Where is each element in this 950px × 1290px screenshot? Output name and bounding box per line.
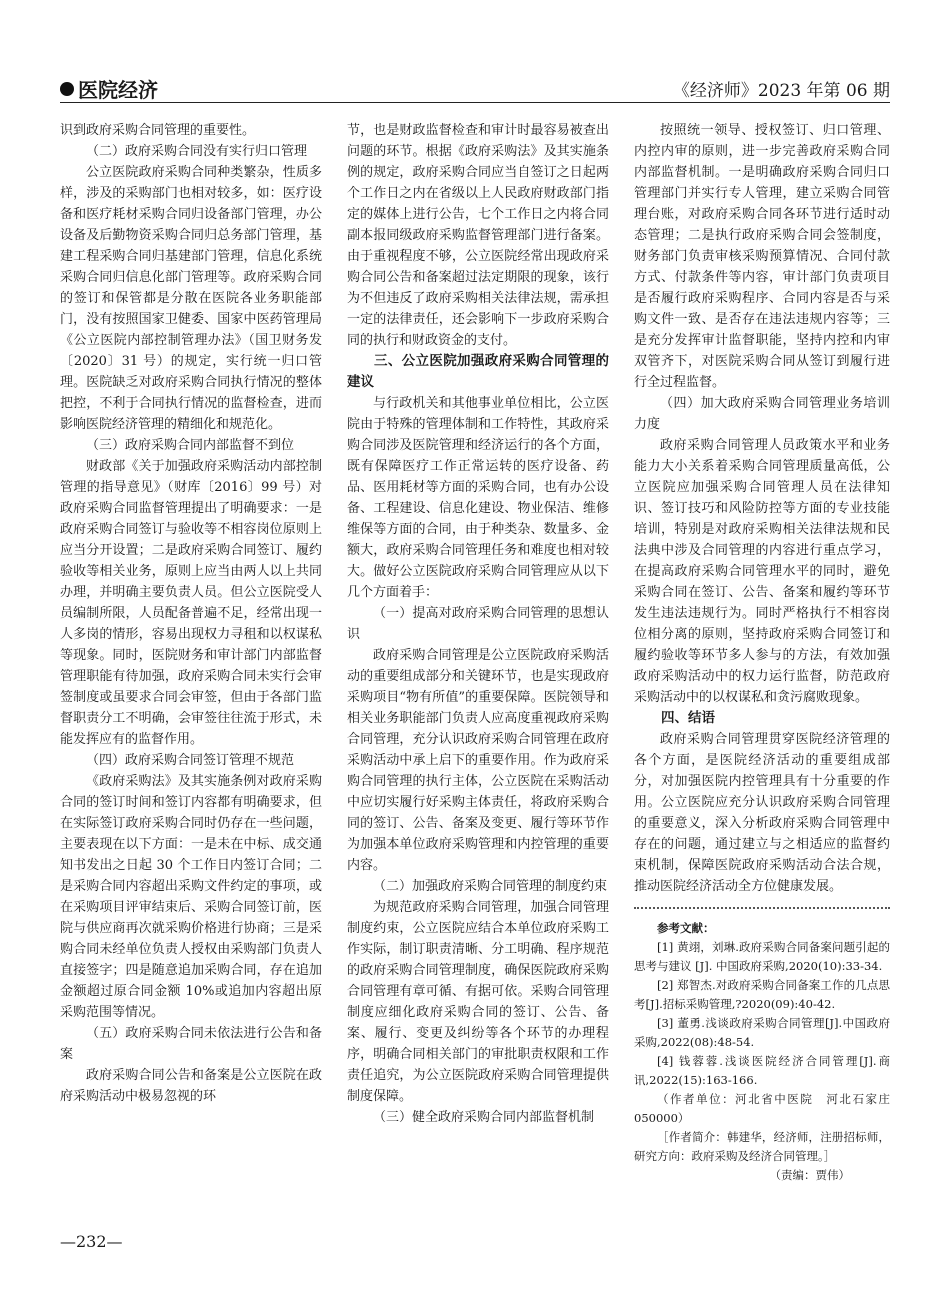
column-1 xyxy=(60,120,322,1107)
section-title xyxy=(60,74,158,103)
paragraph: 识到政府采购合同管理的重要性。 xyxy=(60,123,256,138)
divider xyxy=(634,901,890,909)
paragraph: 为规范政府采购合同管理，加强合同管理制度约束，公立医院应结合本单位政府采购工作实际，制订职责清晰、分工明确、程序规范的政府采购合同管理制度，确保医院政府采购合同管理有章可循、有据可依。采购合同管理制度应细化政府采购合同的签订、公告、备案、履行、变更及纠纷等各个环节的办理程序，明确合同相关部门的审批职责权限和工作责任追究，为公立医院政府采购合同管理提供制度保障。 xyxy=(347,900,609,1104)
reference-item: ［作者简介：韩建华，经济师，注册招标师，研究方向：政府采购及经济合同管理。］ xyxy=(634,1130,890,1163)
reference-item: [4] 钱蓉蓉.浅谈医院经济合同管理[J].商讯,2022(15):163-166. xyxy=(634,1054,890,1087)
paragraph: （四）加大政府采购合同管理业务培训力度 xyxy=(634,396,890,432)
paragraph: 政府采购合同管理是公立医院政府采购活动的重要组成部分和关键环节，也是实现政府采购项目“物有所值”的重要保障。医院领导和相关业务职能部门负责人应高度重视政府采购合同管理，充分认识政府采购合同管理在政府采购活动中承上启下的重要作用。作为政府采购合同管理的执行主体，公立医院在采购活动中应切实履行好采购主体责任，将政府采购合同的签订、公告、备案及变更、履行等环节作为加强本单位政府采购管理和内控管理的重要内容。 xyxy=(347,648,609,873)
paragraph: 《政府采购法》及其实施条例对政府采购合同的签订时间和签订内容都有明确要求，但在实际签订政府采购合同时仍存在一些问题，主要表现在以下方面：一是未在中标、成交通知书发出之日起 30 个工作日内签订合同；二是采购合同内容超出采购文件约定的事项，或在采购项目评审结束后、采购合同签订前，医院与供应商再次就采购价格进行协商；三是采购合同未经单位负责人授权由采购部门负责人直接签字；四是随意追加采购合同，存在追加金额超过原合同金额 10%或追加内容超出原采购范围等情况。 xyxy=(60,774,322,1020)
paragraph: （二）加强政府采购合同管理的制度约束 xyxy=(373,879,608,894)
bullet-icon xyxy=(60,82,74,96)
reference-item: （作者单位：河北省中医院 河北石家庄 050000） xyxy=(634,1092,902,1125)
reference-item: [2] 郑智杰.对政府采购合同备案工作的几点思考[J].招标采购管理,?2020(09):40-42. xyxy=(634,978,890,1011)
paragraph: 节，也是财政监督检查和审计时最容易被查出问题的环节。根据《政府采购法》及其实施条例的规定，政府采购合同应当自签订之日起两个工作日之内在省级以上人民政府财政部门指定的媒体上进行公告，七个工作日之内将合同副本报同级政府采购监督管理部门进行备案。由于重视程度不够，公立医院经常出现政府采购合同公告和备案超过法定期限的现象，该行为不但违反了政府采购相关法律法规，需承担一定的法律责任，还会影响下一步政府采购合同的执行和财政资金的支付。 xyxy=(347,123,609,348)
paragraph: （二）政府采购合同没有实行归口管理 xyxy=(86,144,308,159)
reference-item: [1] 黄翊，刘琳.政府采购合同备案问题引起的思考与建议 [J]. 中国政府采购,2020(10):33-34. xyxy=(634,940,890,973)
section-heading: 三、公立医院加强政府采购合同管理的建议 xyxy=(347,353,609,390)
section-label: 医院经济 xyxy=(78,78,158,102)
paragraph: 政府采购合同公告和备案是公立医院在政府采购活动中极易忽视的环 xyxy=(60,1068,322,1104)
paragraph: 公立医院政府采购合同种类繁杂，性质多样，涉及的采购部门也相对较多，如：医疗设备和医疗耗材采购合同归设备部门管理，办公设备及后勤物资采购合同归总务部门管理，基建工程采购合同归基建部门管理，信息化系统采购合同归信息化部门管理等。政府采购合同的签订和保管都是分散在医院各业务职能部门，没有按照国家卫健委、国家中医药管理局《公立医院内部控制管理办法》（国卫财务发〔2020〕31 号）的规定，实行统一归口管理。医院缺乏对政府采购合同执行情况的整体把控，不利于合同执行情况的监督检查，进而影响医院经济管理的精细化和规范化。 xyxy=(60,165,322,432)
references xyxy=(634,919,902,1185)
references-title: 参考文献： xyxy=(657,921,715,935)
column-3 xyxy=(634,120,902,1185)
paragraph: （三）政府采购合同内部监督不到位 xyxy=(86,438,295,453)
paragraph: 财政部《关于加强政府采购活动内部控制管理的指导意见》（财库〔2016〕99 号）对政府采购合同监督管理提出了明确要求：一是政府采购合同签订与验收等不相容岗位原则上应当分开设置；二是政府采购合同签订、履约验收等相关业务，原则上应当由两人以上共同办理，并明确主要负责人员。但公立医院受人员编制所限，人员配备普遍不足，经常出现一人多岗的情形，容易出现权力寻租和以权谋私等现象。同时，医院财务和审计部门内部监督管理职能有待加强，政府采购合同未实行会审签制度或虽要求合同会审签，但由于各部门监督职责分工不明确，会审签往往流于形式，未能发挥应有的监督作用。 xyxy=(60,459,322,747)
paragraph: （五）政府采购合同未依法进行公告和备案 xyxy=(60,1026,322,1062)
section-heading: 四、结语 xyxy=(661,710,715,726)
page-header xyxy=(60,68,890,103)
paragraph: 按照统一领导、授权签订、归口管理、内控内审的原则，进一步完善政府采购合同内部监督机制。一是明确政府采购合同归口管理部门并实行专人管理，建立采购合同管理台账，对政府采购合同各环节进行适时动态管理；二是执行政府采购合同会签制度，财务部门负责审核采购预算情况、合同付款方式、付款条件等内容，审计部门负责项目是否履行政府采购程序、合同内容是否与采购文件一致、是否存在违法违规内容等；三是充分发挥审计监督职能，坚持内控和内审双管齐下，对医院采购合同从签订到履行进行全过程监督。 xyxy=(634,123,890,390)
editor-note: （责编：贾伟） xyxy=(769,1168,850,1182)
paragraph: 与行政机关和其他事业单位相比，公立医院由于特殊的管理体制和工作特性，其政府采购合同涉及医院管理和经济运行的各个方面，既有保障医疗工作正常运转的医疗设备、药品、医用耗材等方面的采购合同，也有办公设备、工程建设、信息化建设、物业保洁、维修维保等方面的合同，由于种类杂、数量多、金额大，政府采购合同管理任务和难度也相对较大。做好公立医院政府采购合同管理应从以下几个方面着手： xyxy=(347,396,609,600)
paragraph: （三）健全政府采购合同内部监督机制 xyxy=(373,1110,595,1125)
paragraph: （四）政府采购合同签订管理不规范 xyxy=(86,753,295,768)
paragraph: 政府采购合同管理人员政策水平和业务能力大小关系着采购合同管理质量高低，公立医院应加强采购合同管理人员在法律知识、签订技巧和风险防控等方面的专业技能培训，特别是对政府采购相关法律法规和民法典中涉及合同管理的内容进行重点学习，在提高政府采购合同管理水平的同时，避免采购合同在签订、公告、备案和履约等环节发生违法违规行为。同时严格执行不相容岗位相分离的原则，坚持政府采购合同签订和履约验收等环节多人参与的方法，有效加强政府采购活动中的权力运行监督，防范政府采购活动中的以权谋私和贪污腐败现象。 xyxy=(634,438,890,705)
paragraph: （一）提高对政府采购合同管理的思想认识 xyxy=(347,606,609,642)
paragraph: 政府采购合同管理贯穿医院经济管理的各个方面，是医院经济活动的重要组成部分，对加强医院内控管理具有十分重要的作用。公立医院应充分认识政府采购合同管理的重要意义，深入分析政府采购合同管理中存在的问题，通过建立与之相适应的监督约束机制，保障医院政府采购活动合法合规，推动医院经济活动全方位健康发展。 xyxy=(634,732,890,894)
page-number: —232— xyxy=(60,1232,123,1251)
journal-issue: 《经济师》2023 年第 06 期 xyxy=(672,81,890,101)
reference-item: [3] 董勇.浅谈政府采购合同管理[J].中国政府采购,2022(08):48-54. xyxy=(634,1016,890,1049)
column-2 xyxy=(347,120,609,1128)
